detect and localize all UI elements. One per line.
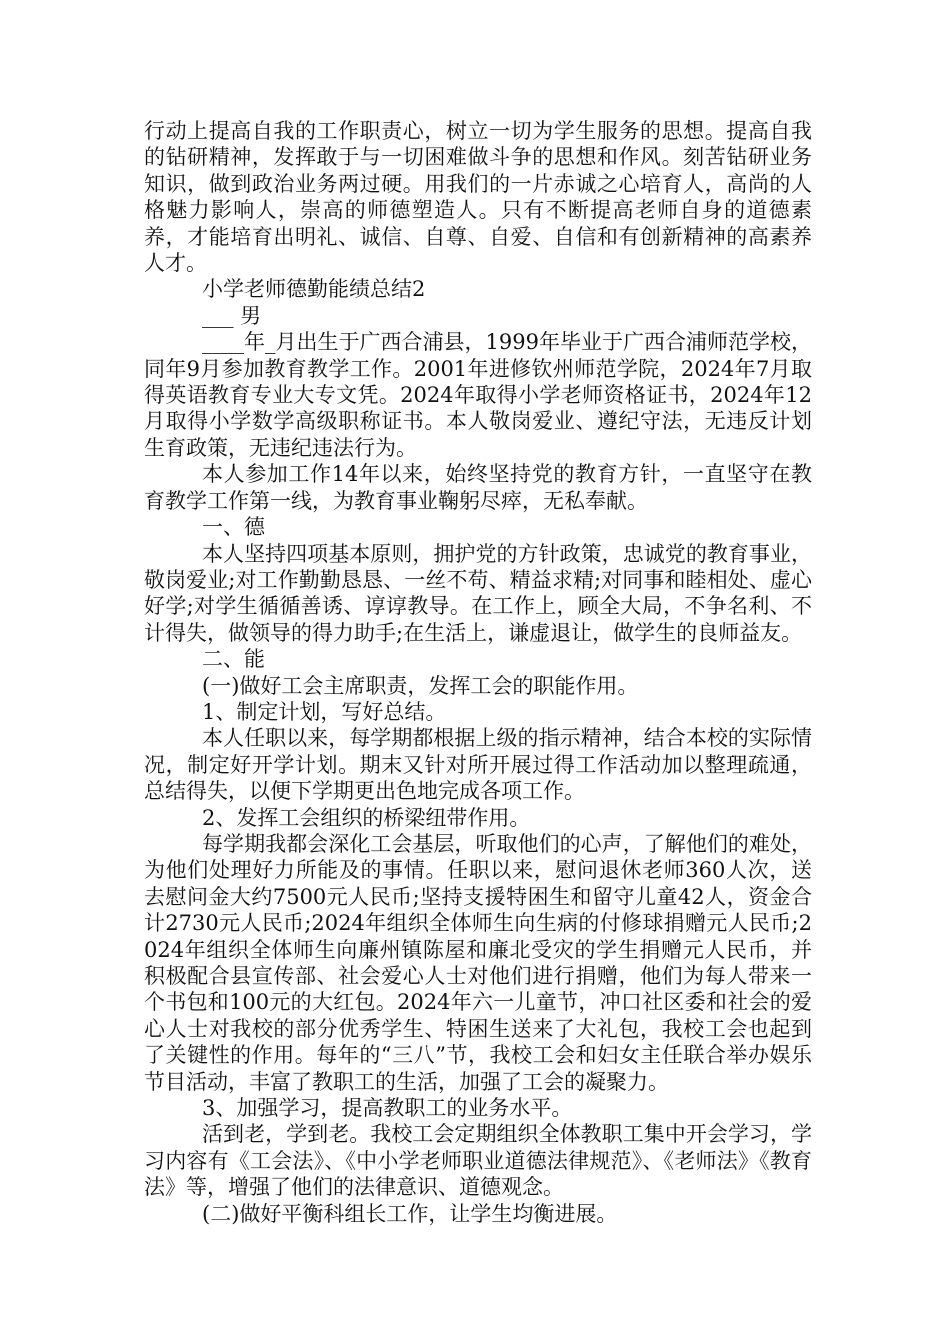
document-page (144, 118, 812, 1227)
section-title: 小学老师德勤能绩总结2 (202, 277, 426, 302)
item-strengthen-learning: 3、加强学习，提高教职工的业务水平。 (202, 1096, 573, 1121)
paragraph-de: 本人坚持四项基本原则，拥护党的方针政策，忠诚党的教育事业，敬岗爱业;对工作勤勤恳恳、一丝不苟、精益求精;对同事和睦相处、虚心好学;对学生循循善诱、谆谆教导。在工作上，顾全大局，不争名利、不计得失，做领导的得力助手;在生活上，谦虚退让，做学生的良师益友。 (144, 541, 812, 645)
paragraph-biography: ____年_月出生于广西合浦县，1999年毕业于广西合浦师范学校，同年9月参加教育教学工作。2001年进修钦州师范学院，2024年7月取得英语教育专业大专文凭。2024年取得小学老师资格证书，2024年12月取得小学数学高级职称证书。本人敬岗爱业、遵纪守法，无违反计划生育政策，无违纪违法行为。 (144, 330, 812, 460)
name-gender-line: ___ 男 (202, 303, 262, 328)
item-bridge-role: 2、发挥工会组织的桥梁纽带作用。 (202, 805, 531, 830)
paragraph-bridge-role: 每学期我都会深化工会基层，听取他们的心声，了解他们的难处，为他们处理好力所能及的事情。任职以来，慰问退休老师360人次，送去慰问金大约7500元人民币;坚持支援特困生和留守儿童42人，资金合计2730元人民币;2024年组织全体师生向生病的付修球捐赠元人民币;2024年组织全体师生向廉州镇陈屋和廉北受灾的学生捐赠元人民币，并积极配合县宣传部、社会爱心人士对他们进行捐赠，他们为每人带来一个书包和100元的大红包。2024年六一儿童节，冲口社区委和社会的爱心人士对我校的部分优秀学生、特困生送来了大礼包，我校工会也起到了关键性的作用。每年的“三八”节，我校工会和妇女主任联合举办娱乐节目活动，丰富了教职工的生活，加强了工会的凝聚力。 (144, 831, 812, 1094)
subheading-union-chair: (一)做好工会主席职责，发挥工会的职能作用。 (202, 673, 639, 698)
paragraph-overview: 本人参加工作14年以来，始终坚持党的教育方针，一直坚守在教育教学工作第一线，为教育事业鞠躬尽瘁，无私奉献。 (144, 462, 812, 513)
paragraph-intro-continuation: 行动上提高自我的工作职责心，树立一切为学生服务的思想。提高自我的钻研精神，发挥敢于与一切困难做斗争的思想和作风。刻苦钻研业务知识，做到政治业务两过硬。用我们的一片赤诚之心培育人，高尚的人格魅力影响人，崇高的师德塑造人。只有不断提高老师自身的道德素养，才能培育出明礼、诚信、自尊、自爱、自信和有创新精神的高素养人才。 (144, 119, 812, 276)
heading-neng: 二、能 (202, 647, 265, 672)
item-plan-summary: 1、制定计划，写好总结。 (202, 699, 447, 724)
heading-de: 一、德 (202, 515, 265, 540)
paragraph-plan-summary: 本人任职以来，每学期都根据上级的指示精神，结合本校的实际情况，制定好开学计划。期末又针对所开展过得工作活动加以整理疏通，总结得失，以便下学期更出色地完成各项工作。 (144, 726, 812, 804)
subheading-balance-group: (二)做好平衡科组长工作，让学生均衡进展。 (202, 1201, 618, 1226)
paragraph-strengthen-learning: 活到老，学到老。我校工会定期组织全体教职工集中开会学习，学习内容有《工会法》、《中小学老师职业道德法律规范》、《老师法》《教育法》等，增强了他们的法律意识、道德观念。 (144, 1122, 812, 1200)
